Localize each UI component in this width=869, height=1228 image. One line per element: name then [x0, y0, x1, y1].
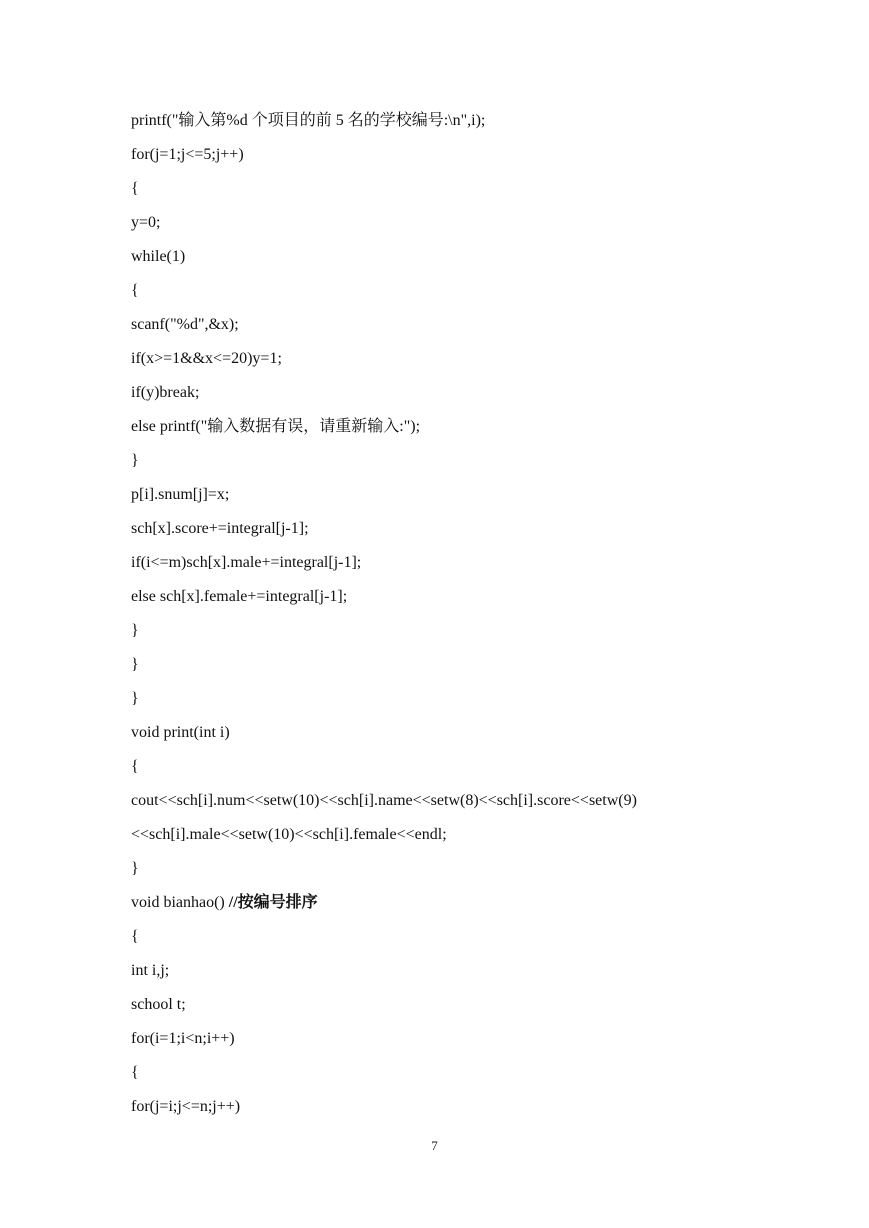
code-line: else printf("输入数据有误，请重新输入:");	[131, 418, 421, 435]
code-line: void print(int i)	[131, 724, 230, 741]
code-line: sch[x].score+=integral[j-1];	[131, 520, 309, 537]
code-line: while(1)	[131, 248, 186, 265]
code-line: cout<<sch[i].num<<setw(10)<<sch[i].name<<setw(8)<<sch[i].score<<setw(9)	[131, 792, 637, 809]
code-line: y=0;	[131, 214, 161, 231]
code-line: }	[131, 622, 139, 639]
code-comment: //按编号排序	[228, 894, 318, 911]
code-line: {	[131, 928, 139, 945]
code-line-with-comment	[131, 886, 831, 920]
code-line: {	[131, 758, 139, 775]
code-line: scanf("%d",&x);	[131, 316, 239, 333]
code-line: }	[131, 690, 139, 707]
code-line: for(j=1;j<=5;j++)	[131, 146, 244, 163]
code-line: <<sch[i].male<<setw(10)<<sch[i].female<<endl;	[131, 826, 447, 843]
code-line: if(y)break;	[131, 384, 200, 401]
code-line: else sch[x].female+=integral[j-1];	[131, 588, 348, 605]
code-line: }	[131, 656, 139, 673]
code-line: printf("输入第%d 个项目的前 5 名的学校编号:\n",i);	[131, 112, 486, 129]
code-line: {	[131, 282, 139, 299]
code-line: }	[131, 452, 139, 469]
code-line: for(i=1;i<n;i++)	[131, 1030, 235, 1047]
code-line: {	[131, 180, 139, 197]
code-line: for(j=i;j<=n;j++)	[131, 1098, 241, 1115]
code-line: {	[131, 1064, 139, 1081]
code-line: int i,j;	[131, 962, 170, 979]
code-line: school t;	[131, 996, 186, 1013]
code-line: if(x>=1&&x<=20)y=1;	[131, 350, 282, 367]
code-line: if(i<=m)sch[x].male+=integral[j-1];	[131, 554, 362, 571]
code-line: }	[131, 860, 139, 877]
code-line: p[i].snum[j]=x;	[131, 486, 230, 503]
code-text: void bianhao()	[131, 894, 229, 911]
code-listing	[131, 104, 831, 1124]
page-number: 7	[431, 1138, 438, 1153]
